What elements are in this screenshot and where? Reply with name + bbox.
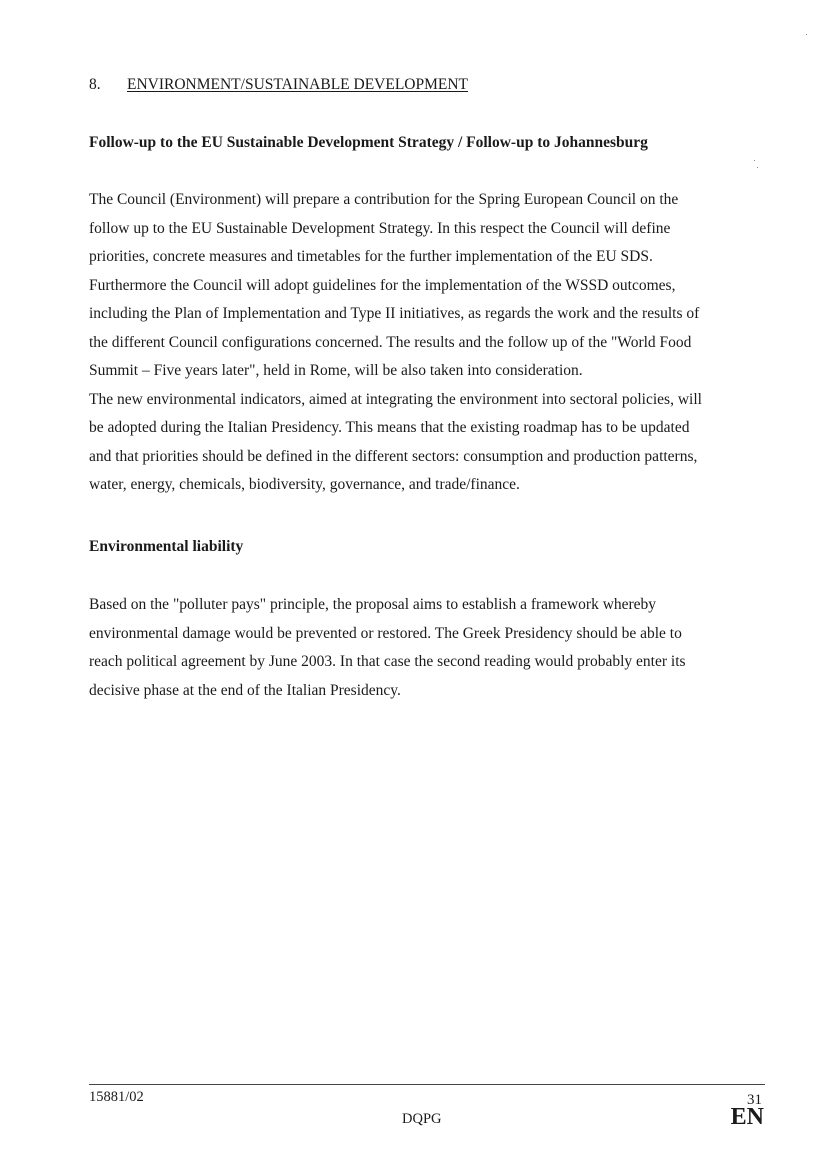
- section-heading: [89, 76, 468, 94]
- scan-speck: [757, 167, 758, 168]
- paragraph-line: The new environmental indicators, aimed at integrating the environment into sectoral policies, will: [89, 390, 702, 408]
- paragraph-line: environmental damage would be prevented or restored. The Greek Presidency should be able to: [89, 624, 682, 642]
- document-reference: 15881/02: [89, 1089, 144, 1105]
- language-code: EN: [730, 1104, 764, 1130]
- paragraph-line: The Council (Environment) will prepare a contribution for the Spring European Council on the: [89, 191, 679, 208]
- scan-speck: [754, 160, 755, 161]
- paragraph-line: follow up to the EU Sustainable Development Strategy. In this respect the Council will define: [89, 219, 671, 237]
- subsection-heading-environmental-liability: Environmental liability: [89, 538, 244, 555]
- page-number: 31: [747, 1092, 762, 1108]
- paragraph-line: including the Plan of Implementation and Type II initiatives, as regards the work and the results of: [89, 305, 700, 322]
- scan-speck: [806, 34, 807, 35]
- paragraph-line: be adopted during the Italian Presidency. This means that the existing roadmap has to be updated: [89, 419, 690, 436]
- department-code: DQPG: [402, 1111, 442, 1127]
- footer-divider: [89, 1084, 765, 1085]
- paragraph-line: reach political agreement by June 2003. In that case the second reading would probably enter its: [89, 653, 686, 670]
- section-number: 8.: [89, 76, 101, 93]
- paragraph-line: priorities, concrete measures and timetables for the further implementation of the EU SDS.: [89, 248, 653, 265]
- paragraph-line: the different Council configurations concerned. The results and the follow up of the "World Food: [89, 333, 692, 351]
- paragraph-line: decisive phase at the end of the Italian Presidency.: [89, 681, 401, 699]
- paragraph-environmental-liability: [89, 591, 769, 705]
- paragraph-line: Summit – Five years later", held in Rome, will be also taken into consideration.: [89, 362, 583, 379]
- paragraph-line: Based on the "polluter pays" principle, the proposal aims to establish a framework whereby: [89, 596, 657, 613]
- section-title: ENVIRONMENT/SUSTAINABLE DEVELOPMENT: [127, 76, 469, 93]
- paragraph-line: and that priorities should be defined in the different sectors: consumption and production patterns,: [89, 447, 698, 465]
- subsection-heading-sustainable-development: Follow-up to the EU Sustainable Development Strategy / Follow-up to Johannesburg: [89, 134, 648, 151]
- paragraph-line: water, energy, chemicals, biodiversity, governance, and trade/finance.: [89, 476, 520, 493]
- paragraph-line: Furthermore the Council will adopt guidelines for the implementation of the WSSD outcomes,: [89, 276, 676, 294]
- paragraph-sustainable-development: [89, 186, 769, 500]
